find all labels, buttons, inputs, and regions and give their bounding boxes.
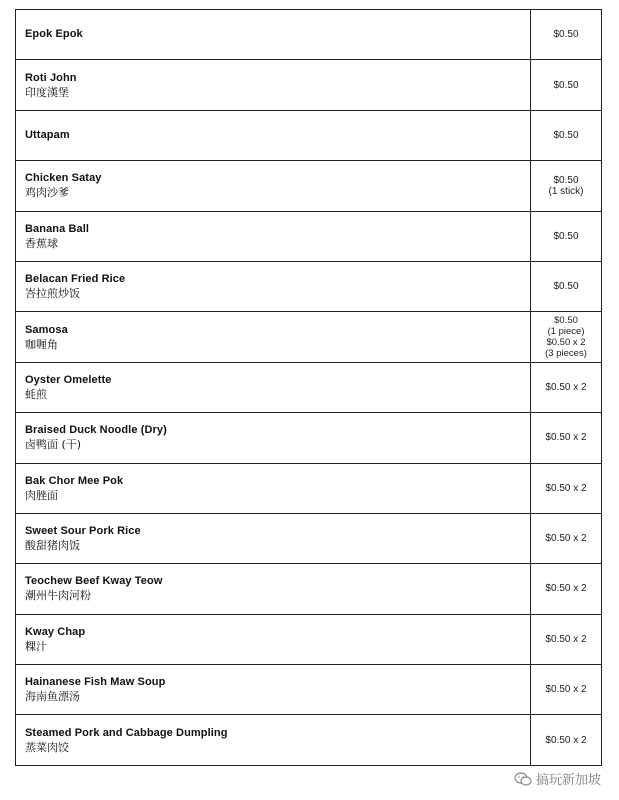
watermark-text: 搞玩新加坡 xyxy=(535,773,601,788)
dish-name-chinese: 海南鱼漂汤 xyxy=(25,690,80,704)
price-text: $0.50 xyxy=(553,174,579,186)
dish-name-cell xyxy=(16,60,531,110)
dish-name-english: Hainanese Fish Maw Soup xyxy=(25,676,166,689)
menu-row xyxy=(16,513,602,563)
dish-name-cell xyxy=(16,312,531,362)
menu-row xyxy=(16,665,602,715)
menu-row xyxy=(16,10,602,60)
menu-row xyxy=(16,564,602,614)
price-cell xyxy=(531,463,602,513)
price-text: $0.50 x 2 xyxy=(545,381,587,393)
dish-name-chinese: 粿汁 xyxy=(25,639,47,653)
dish-name-english: Roti John xyxy=(25,71,77,84)
dish-name-cell xyxy=(16,161,531,211)
price-text: $0.50 x 2 xyxy=(545,684,587,696)
dish-name-chinese: 咖喱角 xyxy=(25,337,58,351)
price-cell xyxy=(531,161,602,211)
menu-row xyxy=(16,261,602,311)
price-text: $0.50 xyxy=(553,29,579,41)
menu-row xyxy=(16,614,602,664)
menu-row xyxy=(16,312,602,362)
price-cell xyxy=(531,60,602,110)
price-cell xyxy=(531,10,602,60)
price-cell xyxy=(531,715,602,765)
dish-name-chinese: 酸甜猪肉饭 xyxy=(25,539,80,553)
price-cell xyxy=(531,312,602,362)
menu-row xyxy=(16,161,602,211)
dish-name-english: Samosa xyxy=(25,323,68,336)
dish-name-english: Epok Epok xyxy=(25,28,83,41)
price-text: (3 pieces) xyxy=(545,348,587,360)
price-cell xyxy=(531,211,602,261)
dish-name-cell xyxy=(16,110,531,160)
dish-name-cell xyxy=(16,513,531,563)
dish-name-cell xyxy=(16,665,531,715)
menu-row xyxy=(16,110,602,160)
dish-name-chinese: 卤鸭面 (干) xyxy=(25,438,82,452)
price-text: $0.50 x 2 xyxy=(545,633,587,645)
dish-name-cell xyxy=(16,10,531,60)
price-cell xyxy=(531,261,602,311)
dish-name-chinese: 印度漢堡 xyxy=(25,85,69,99)
dish-name-english: Banana Ball xyxy=(25,222,90,235)
price-text: $0.50 xyxy=(553,230,579,242)
price-text: $0.50 xyxy=(553,281,579,293)
menu-row xyxy=(16,60,602,110)
wechat-icon xyxy=(514,772,532,786)
dish-name-english: Chicken Satay xyxy=(25,172,102,185)
dish-name-cell xyxy=(16,715,531,765)
dish-name-cell xyxy=(16,463,531,513)
price-text: (1 piece) xyxy=(547,326,585,338)
menu-table xyxy=(15,9,602,766)
dish-name-chinese: 峇拉煎炒饭 xyxy=(25,287,80,301)
dish-name-english: Bak Chor Mee Pok xyxy=(25,474,124,487)
dish-name-chinese: 潮州牛肉河粉 xyxy=(25,589,91,603)
dish-name-english: Braised Duck Noodle (Dry) xyxy=(25,424,167,437)
price-text: $0.50 xyxy=(553,129,579,141)
menu-table-body xyxy=(16,10,602,766)
dish-name-english: Steamed Pork and Cabbage Dumpling xyxy=(25,726,228,739)
price-cell xyxy=(531,564,602,614)
price-cell xyxy=(531,413,602,463)
price-text: (1 stick) xyxy=(548,185,584,197)
price-text: $0.50 xyxy=(553,79,579,91)
price-text: $0.50 x 2 xyxy=(545,583,587,595)
menu-row xyxy=(16,715,602,765)
price-cell xyxy=(531,614,602,664)
dish-name-chinese: 蚝煎 xyxy=(25,387,47,401)
dish-name-cell xyxy=(16,362,531,412)
dish-name-english: Teochew Beef Kway Teow xyxy=(25,575,163,588)
price-cell xyxy=(531,513,602,563)
price-text: $0.50 x 2 xyxy=(545,734,587,746)
price-cell xyxy=(531,665,602,715)
menu-row xyxy=(16,211,602,261)
price-text: $0.50 x 2 xyxy=(545,432,587,444)
menu-row xyxy=(16,362,602,412)
dish-name-english: Uttapam xyxy=(25,128,70,141)
price-text: $0.50 x 2 xyxy=(546,337,586,349)
price-cell xyxy=(531,110,602,160)
price-text: $0.50 x 2 xyxy=(545,482,587,494)
dish-name-chinese: 鸡肉沙爹 xyxy=(25,186,69,200)
price-text: $0.50 xyxy=(554,315,578,327)
menu-row xyxy=(16,463,602,513)
dish-name-cell xyxy=(16,614,531,664)
dish-name-english: Kway Chap xyxy=(25,625,86,638)
watermark xyxy=(514,769,601,788)
dish-name-english: Belacan Fried Rice xyxy=(25,273,126,286)
dish-name-cell xyxy=(16,261,531,311)
dish-name-cell xyxy=(16,211,531,261)
dish-name-chinese: 肉脞面 xyxy=(25,488,58,502)
dish-name-cell xyxy=(16,564,531,614)
dish-name-chinese: 香蕉球 xyxy=(25,236,58,250)
price-text: $0.50 x 2 xyxy=(545,533,587,545)
dish-name-english: Oyster Omelette xyxy=(25,373,112,386)
dish-name-chinese: 蒸菜肉饺 xyxy=(25,740,69,754)
menu-row xyxy=(16,413,602,463)
dish-name-cell xyxy=(16,413,531,463)
price-cell xyxy=(531,362,602,412)
dish-name-english: Sweet Sour Pork Rice xyxy=(25,525,141,538)
